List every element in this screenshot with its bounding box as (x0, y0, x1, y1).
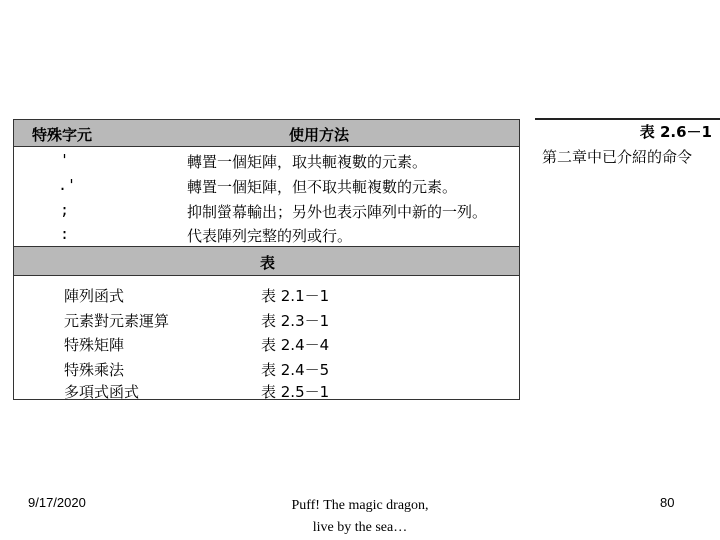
ref-table: 表 2.4－5 (261, 361, 330, 379)
subheader-table: 表 (260, 254, 276, 272)
ref-name: 陣列函式 (64, 287, 125, 305)
usage-cell: 抑制螢幕輸出；另外也表示陣列中新的一列。 (187, 203, 488, 221)
footer-text (270, 495, 450, 539)
usage-cell: 轉置一個矩陣，取共軛複數的元素。 (187, 153, 428, 171)
symbol-cell: : (60, 225, 70, 243)
ref-table: 表 2.3－1 (261, 312, 330, 330)
table-subheader (14, 246, 519, 276)
ref-table: 表 2.4－4 (261, 336, 330, 354)
symbol-cell: .' (58, 176, 77, 194)
table-number: 表 2.6－1 (639, 123, 712, 141)
table-header (14, 120, 519, 147)
usage-cell: 代表陣列完整的列或行。 (187, 227, 353, 245)
header-usage: 使用方法 (289, 126, 350, 144)
title-rule (535, 118, 720, 120)
symbol-cell: ' (60, 151, 70, 169)
ref-table: 表 2.5－1 (261, 383, 330, 401)
footer-line-1: Puff! The magic dragon, (291, 498, 429, 513)
footer-date: 9/17/2020 (28, 495, 86, 510)
header-special-char: 特殊字元 (32, 126, 93, 144)
ref-name: 多項式函式 (64, 383, 140, 401)
page-number: 80 (660, 495, 675, 510)
ref-name: 特殊矩陣 (64, 336, 125, 354)
ref-table: 表 2.1－1 (261, 287, 330, 305)
usage-cell: 轉置一個矩陣，但不取共軛複數的元素。 (187, 178, 458, 196)
command-table (13, 119, 520, 400)
symbol-cell: ; (60, 201, 70, 219)
table-caption: 第二章中已介紹的命令 (542, 148, 693, 166)
footer-line-2: live by the sea… (312, 520, 408, 535)
ref-name: 元素對元素運算 (64, 312, 170, 330)
ref-name: 特殊乘法 (64, 361, 125, 379)
